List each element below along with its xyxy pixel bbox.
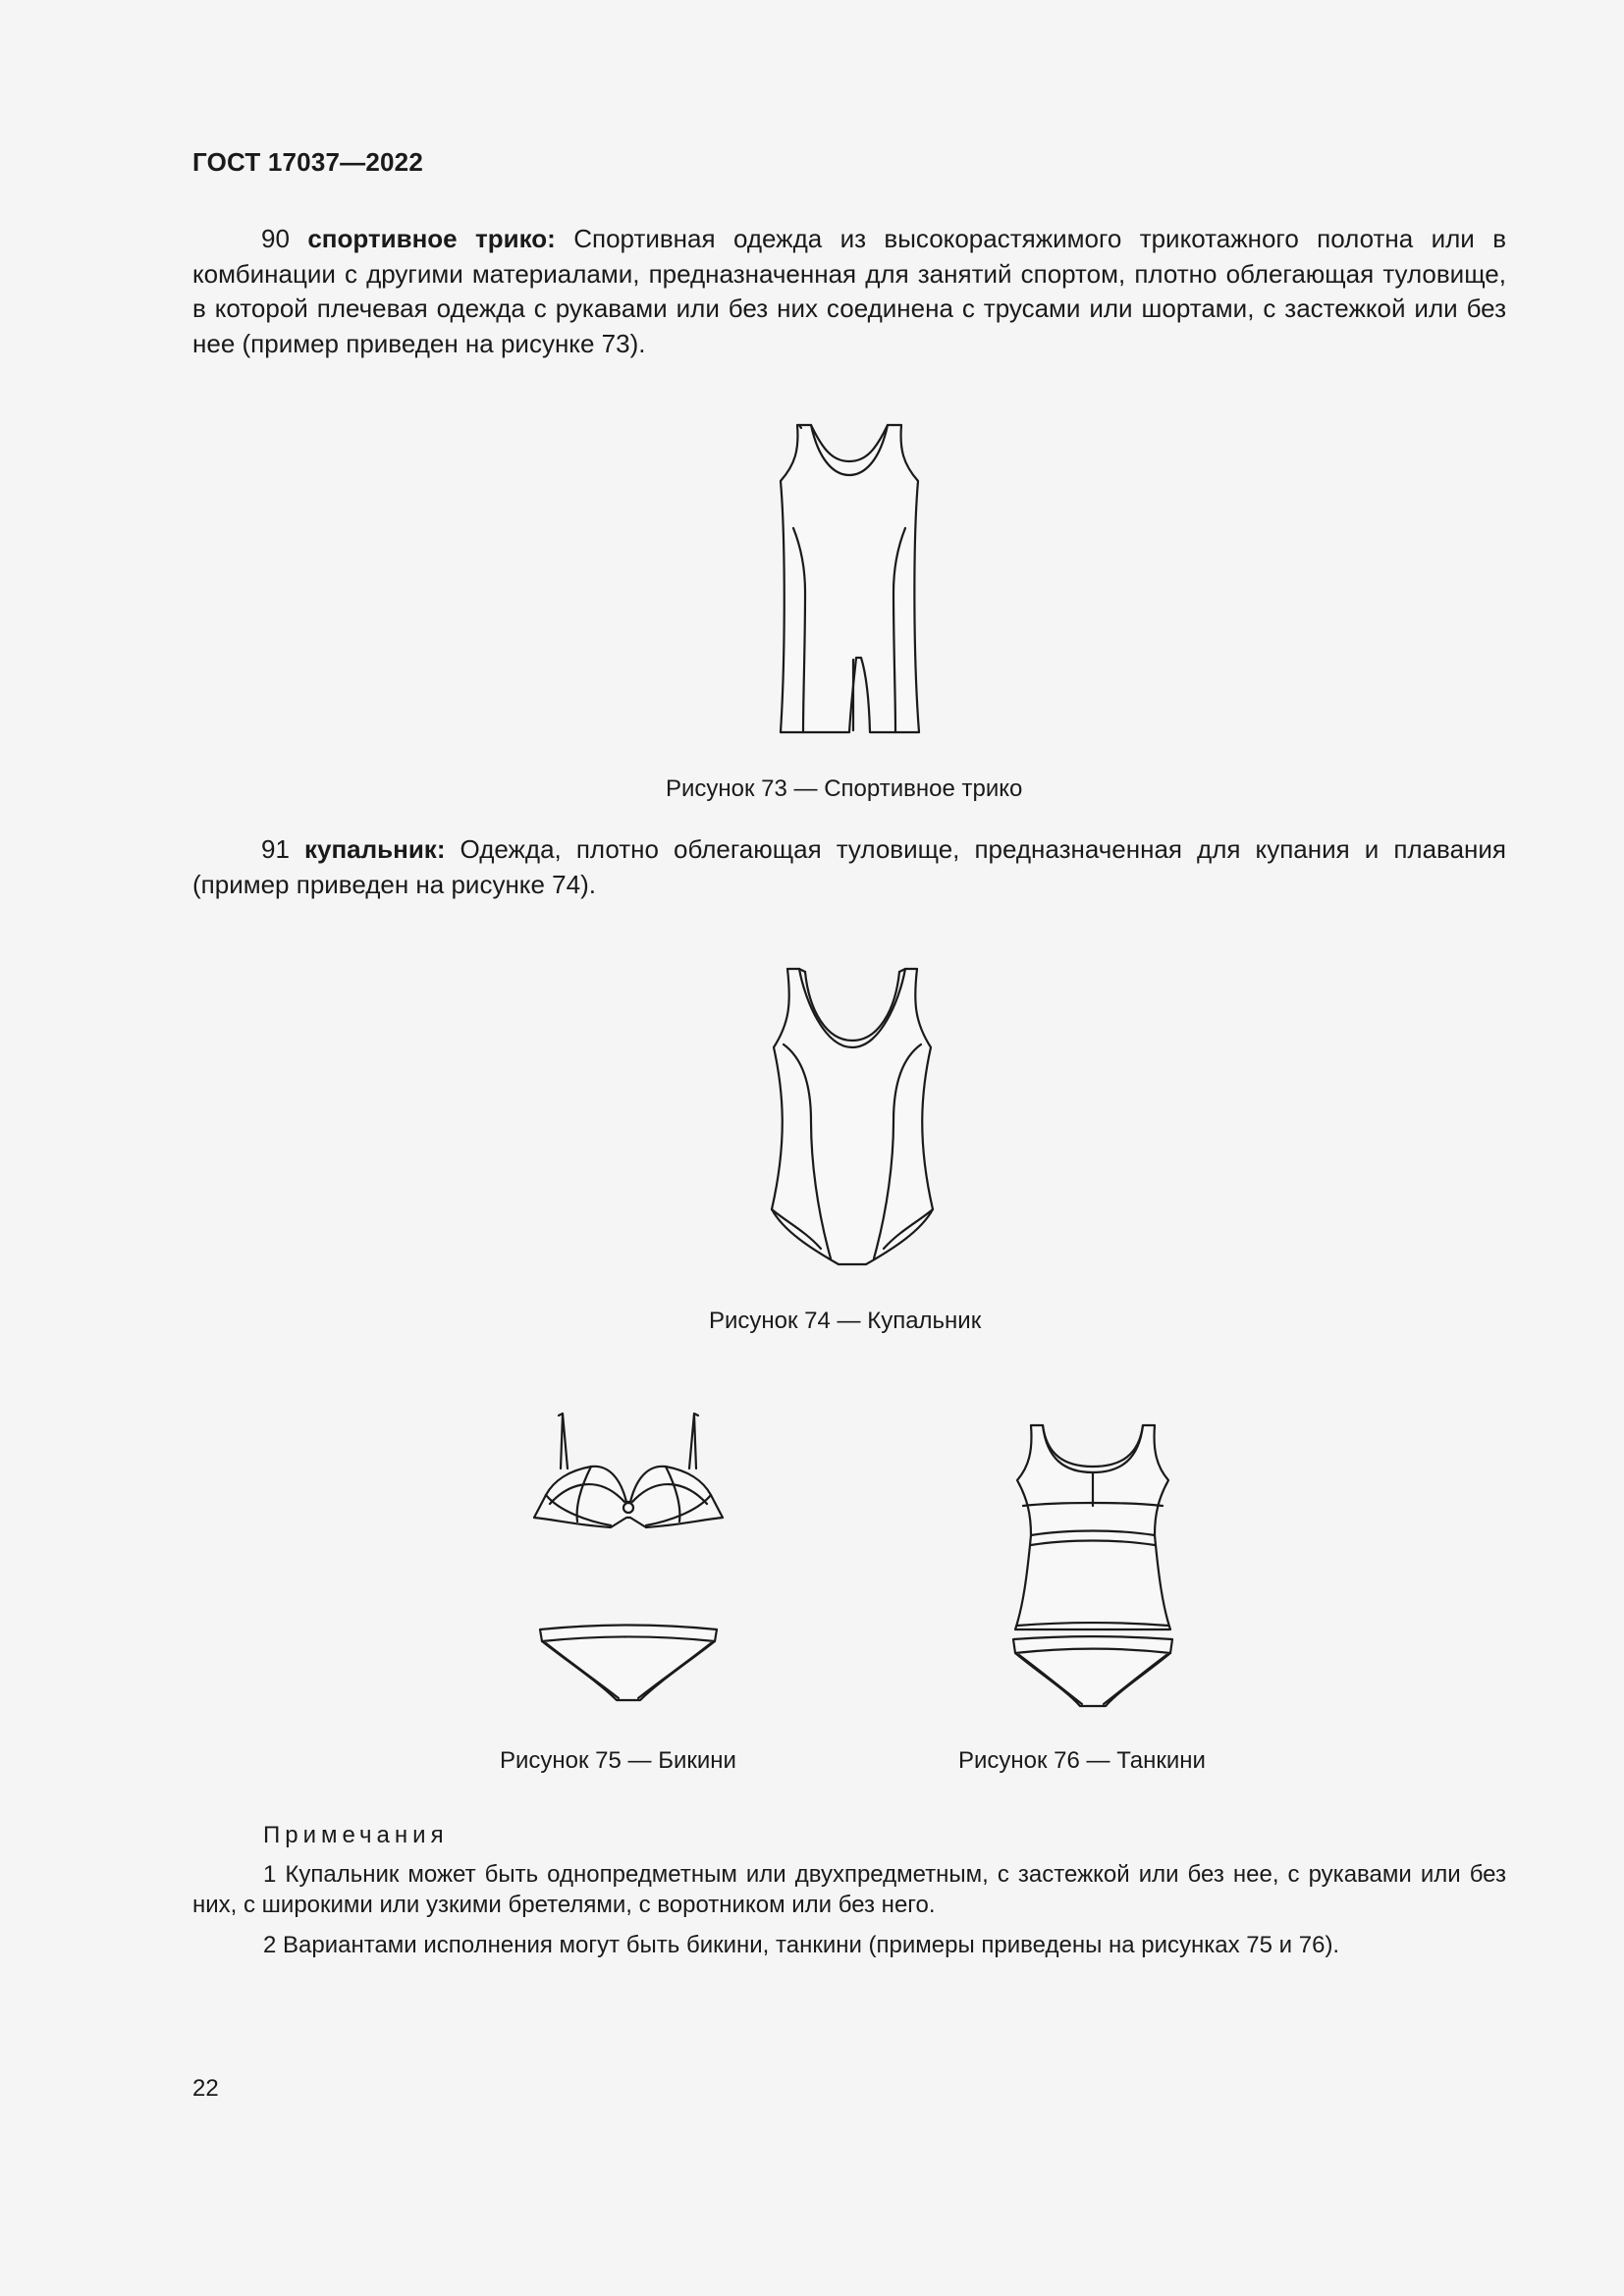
tankini-icon [1009,1419,1176,1710]
figure-76-caption: Рисунок 76 — Танкини [958,1747,1206,1774]
document-header: ГОСТ 17037—2022 [192,147,423,177]
note-2 [192,1930,1506,1960]
notes-title: Примечания [263,1822,449,1848]
swimsuit-icon [766,964,939,1268]
figure-74-caption: Рисунок 74 — Купальник [709,1308,982,1334]
term-90-paragraph [192,222,1506,361]
term-91-paragraph [192,832,1506,902]
figure-73-caption: Рисунок 73 — Спортивное трико [666,775,1023,802]
bikini-icon [530,1412,727,1706]
term-91-term: купальник: [303,834,446,864]
term-90-definition: Спортивная одежда из высокорастяжимого трикотажного полотна или в комбинации с другими материалами, предназначенная для занятий спортом, плотно облегающая туловище, в которой плечевая одежда с рукавами или без них соединена с трусами или шортами, с застежкой или без нее (пример приведен на рисунке 73). [192,224,1507,358]
term-90-number: 90 [261,224,290,253]
sports-leotard-icon [776,420,923,736]
term-91-number: 91 [261,834,290,864]
note-2-text: 2 Вариантами исполнения могут быть бикини, танкини (примеры приведены на рисунках 75 и 76). [263,1932,1340,1958]
figure-75-caption: Рисунок 75 — Бикини [500,1747,736,1774]
page-number: 22 [192,2075,219,2102]
term-91-definition: Одежда, плотно облегающая туловище, предназначенная для купания и плавания (пример приведен на рисунке 74). [192,834,1506,899]
note-1 [192,1859,1506,1920]
note-1-text: 1 Купальник может быть однопредметным или двухпредметным, с застежкой или без нее, с рукавами или без них, с широкими или узкими бретелями, с воротником или без него. [192,1861,1506,1918]
term-90-term: спортивное трико: [307,224,556,253]
